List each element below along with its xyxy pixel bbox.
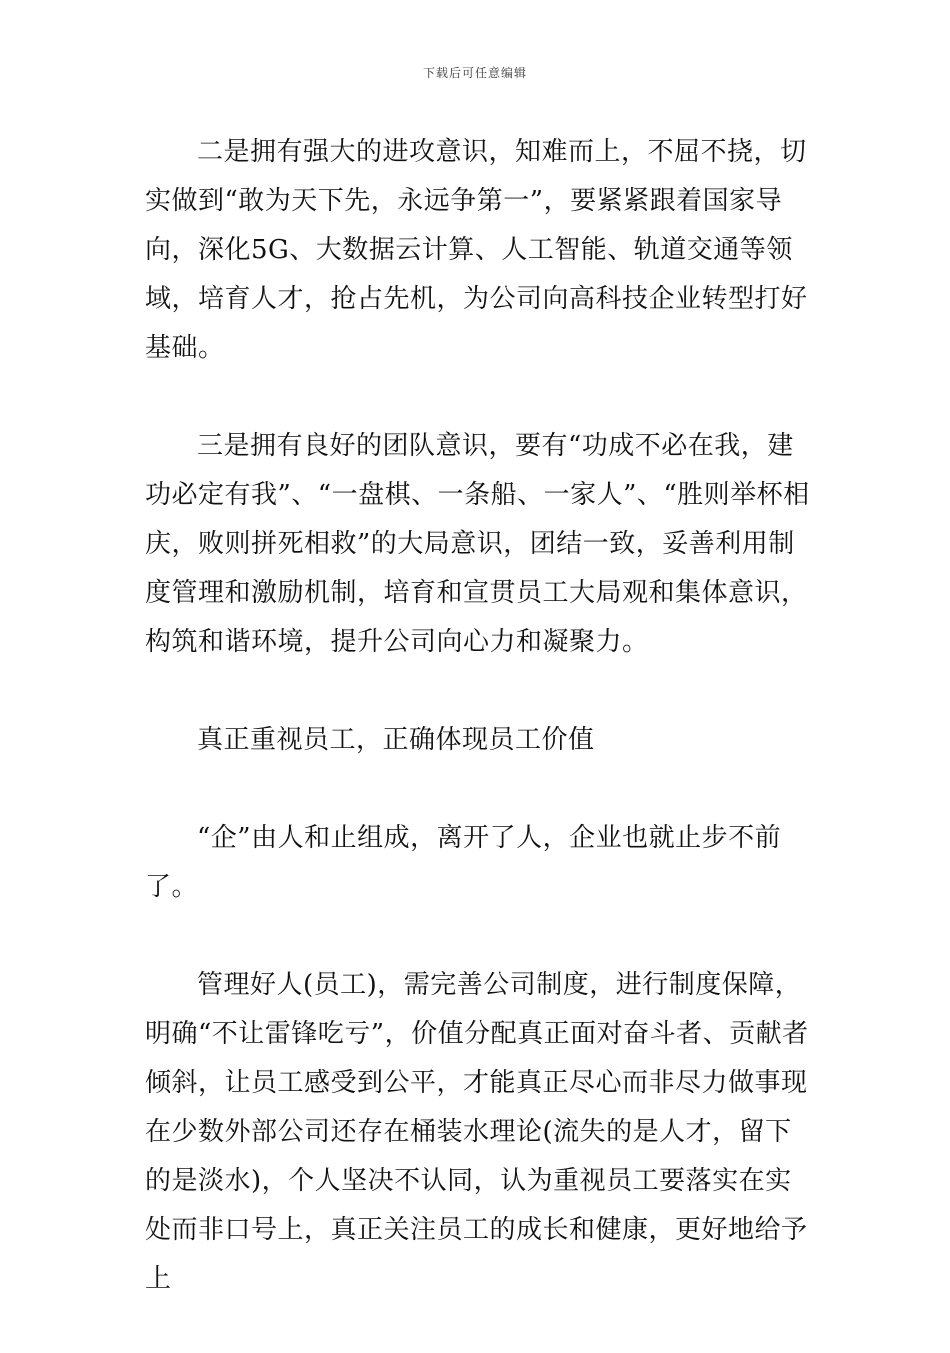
paragraph-manage-people: 管理好人(员工)，需完善公司制度，进行制度保障，明确“不让雷锋吃亏”，价值分配真正面对奋斗者、贡献者倾斜，让员工感受到公平，才能真正尽心而非尽力做事现在少数外部公司还存在桶装水理论(流失的是人才，留下的是淡水)，个人坚决不认同，认为重视员工要落实在实处而非口号上，真正关注员工的成长和健康，更好地给予上	[145, 970, 809, 1294]
paragraph-attack-awareness: 二是拥有强大的进攻意识，知难而上，不屈不挠，切实做到“敢为天下先，永远争第一”，要紧紧跟着国家导向，深化5G、大数据云计算、人工智能、轨道交通等领域，培育人才，抢占先机，为公司向高科技企业转型打好基础。	[145, 137, 808, 363]
paragraph-enterprise-people: “企”由人和止组成，离开了人，企业也就止步不前了。	[145, 823, 782, 902]
header-note: 下载后可任意编辑	[422, 66, 527, 80]
document-body	[145, 128, 815, 1353]
section-heading: 真正重视员工，正确体现员工价值	[197, 725, 595, 755]
paragraph-team-awareness: 三是拥有良好的团队意识，要有“功成不必在我，建功必定有我”、“一盘棋、一条船、一家人”、“胜则举杯相庆，败则拼死相救”的大局意识，团结一致，妥善利用制度管理和激励机制，培育和宣贯员工大局观和集体意识，构筑和谐环境，提升公司向心力和凝聚力。	[145, 431, 810, 657]
